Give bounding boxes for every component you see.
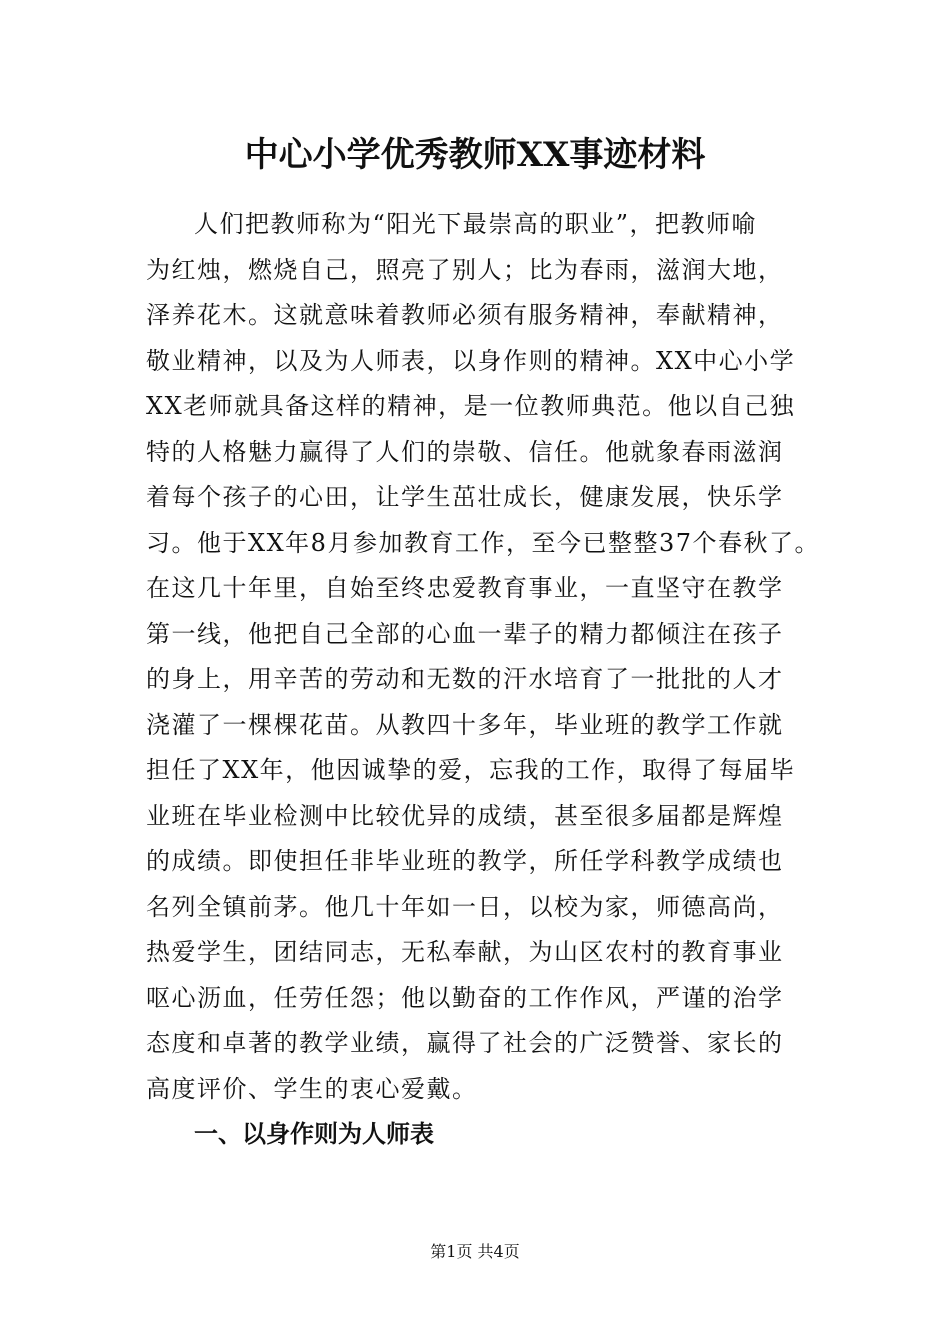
- paragraph-line: 泽养花木。这就意味着教师必须有服务精神，奉献精神，: [146, 301, 784, 329]
- paragraph-line: 习。他于XX年8月参加教育工作，至今已整整37个春秋了。: [146, 528, 820, 557]
- paragraph-line: 的身上，用辛苦的劳动和无数的汗水培育了一批批的人才: [146, 665, 784, 693]
- paragraph-line: 热爱学生，团结同志，无私奉献，为山区农村的教育事业: [146, 938, 784, 966]
- paragraph-line: XX老师就具备这样的精神，是一位教师典范。他以自己独: [146, 392, 796, 420]
- paragraph-line: 浇灌了一棵棵花苗。从教四十多年，毕业班的教学工作就: [146, 710, 784, 739]
- paragraph-line: 业班在毕业检测中比较优异的成绩，甚至很多届都是辉煌: [146, 801, 784, 830]
- paragraph-line: 为红烛，燃烧自己，照亮了别人；比为春雨，滋润大地，: [146, 255, 784, 284]
- paragraph-line: 特的人格魅力赢得了人们的崇敬、信任。他就象春雨滋润: [146, 437, 784, 466]
- paragraph-line: 人们把教师称为“阳光下最崇高的职业”，把教师喻: [194, 210, 758, 238]
- paragraph-line: 高度评价、学生的衷心爱戴。: [146, 1074, 478, 1103]
- paragraph-line: 担任了XX年，他因诚挚的爱，忘我的工作，取得了每届毕: [146, 756, 796, 784]
- document-title: 中心小学优秀教师XX事迹材料: [244, 135, 706, 175]
- paragraph-line: 着每个孩子的心田，让学生茁壮成长，健康发展，快乐学: [146, 483, 784, 511]
- paragraph-line: 在这几十年里，自始至终忠爱教育事业，一直坚守在教学: [146, 574, 784, 602]
- body-paragraph: [146, 202, 822, 1112]
- paragraph-line: 敬业精神，以及为人师表，以身作则的精神。XX中心小学: [146, 346, 796, 375]
- paragraph-line: 的成绩。即使担任非毕业班的教学，所任学科教学成绩也: [146, 847, 784, 875]
- paragraph-line: 名列全镇前茅。他几十年如一日，以校为家，师德高尚，: [146, 892, 784, 921]
- page-number-footer: 第1页 共4页: [430, 1242, 520, 1261]
- paragraph-line: 态度和卓著的教学业绩，赢得了社会的广泛赞誉、家长的: [146, 1029, 784, 1057]
- paragraph-line: 呕心沥血，任劳任怨；他以勤奋的工作作风，严谨的治学: [146, 983, 784, 1012]
- paragraph-line: 第一线，他把自己全部的心血一辈子的精力都倾注在孩子: [146, 619, 784, 648]
- section-heading: 一、以身作则为人师表: [194, 1120, 434, 1148]
